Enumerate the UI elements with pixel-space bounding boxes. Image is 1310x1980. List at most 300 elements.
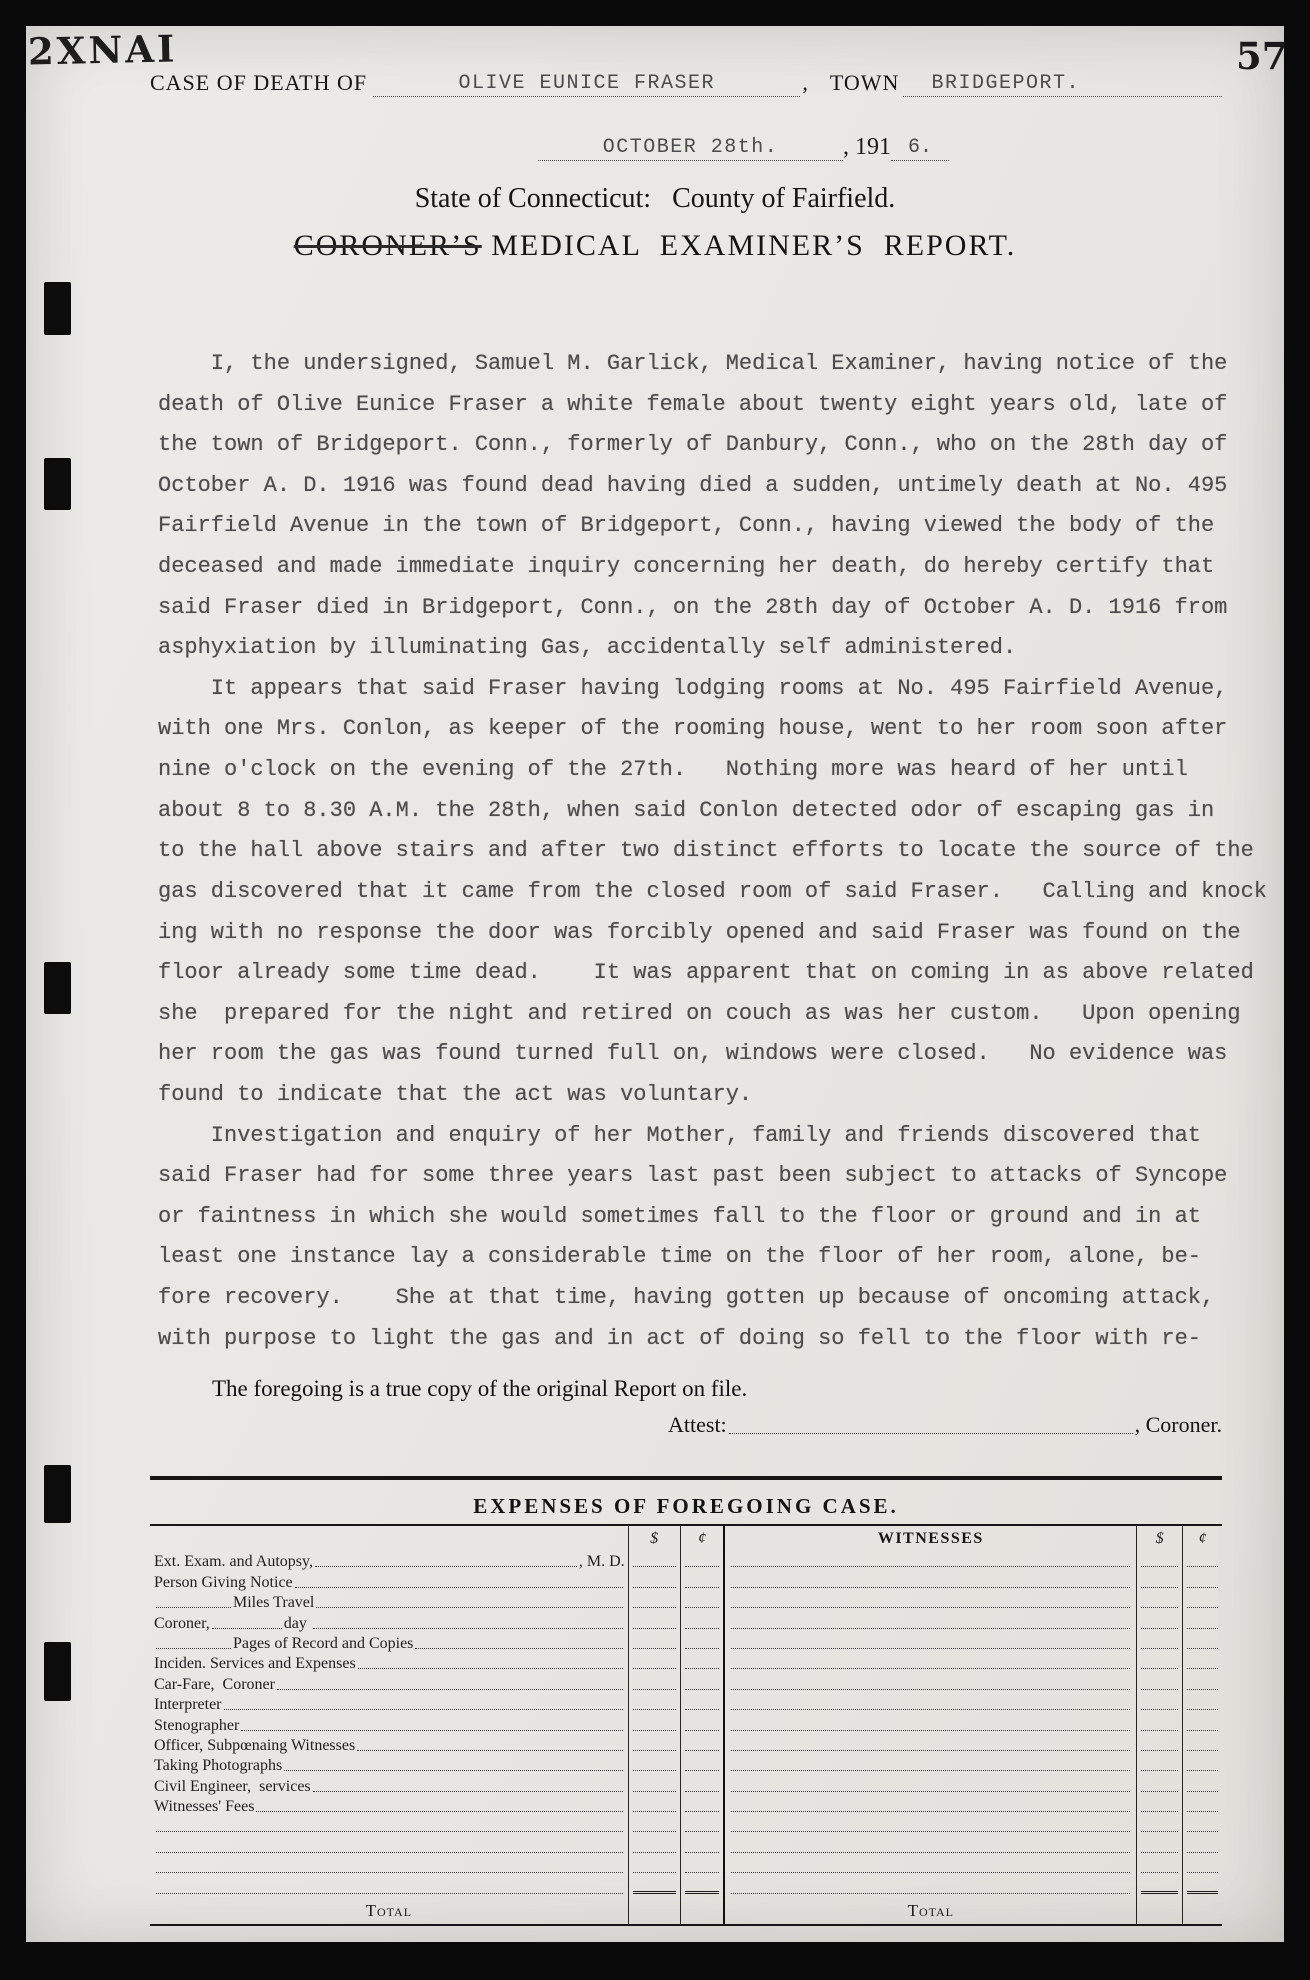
cent-cell: [681, 1592, 726, 1612]
expense-item-content: [150, 1796, 628, 1816]
amount-line: [685, 1811, 720, 1812]
witness-cell: [725, 1551, 1137, 1571]
expense-item-content: [150, 1633, 628, 1653]
cent-cell-right: [1183, 1775, 1222, 1795]
witness-line: [731, 1791, 1130, 1792]
dollar-cell: [629, 1633, 681, 1653]
dollar-column-header: $: [629, 1526, 681, 1551]
dollar-cell: [629, 1592, 681, 1612]
witness-cell: [725, 1836, 1137, 1856]
amount-line: [685, 1770, 720, 1771]
dollar-cell-right: [1137, 1857, 1183, 1877]
total-cent-cell: [681, 1898, 726, 1924]
amount-line: [685, 1648, 720, 1649]
amount-line: [633, 1831, 676, 1832]
typed-line: fore recovery. She at that time, having gotten up because of oncoming attack,: [158, 1285, 1215, 1311]
report-title-rest: MEDICAL EXAMINER’S REPORT.: [481, 229, 1017, 262]
amount-line: [1141, 1607, 1178, 1608]
witness-cell: [725, 1857, 1137, 1877]
expense-row: [150, 1673, 1222, 1693]
town-label: TOWN: [829, 70, 900, 95]
expense-row: [150, 1796, 1222, 1816]
dollar-cell: [629, 1673, 681, 1693]
expense-row: [150, 1592, 1222, 1612]
amount-line: [1141, 1831, 1178, 1832]
witness-cell: [725, 1571, 1137, 1591]
dollar-cell-right: [1137, 1673, 1183, 1693]
dollar-cell: [629, 1714, 681, 1734]
cent-cell: [681, 1816, 726, 1836]
binding-hole: [44, 1642, 71, 1701]
cent-cell: [681, 1694, 726, 1714]
amount-line: [685, 1852, 720, 1853]
expense-item-label: Interpreter: [154, 1696, 222, 1714]
dollar-cell: [629, 1653, 681, 1673]
witness-line: [731, 1709, 1130, 1710]
witness-cell: [725, 1775, 1137, 1795]
cent-cell: [681, 1877, 726, 1897]
typed-line: least one instance lay a considerable time on the floor of her room, alone, be-: [158, 1244, 1201, 1270]
dotted-leader: [316, 1607, 622, 1608]
expenses-header-row: [150, 1526, 1222, 1551]
amount-line: [633, 1587, 676, 1588]
amount-line: [685, 1831, 720, 1832]
expense-item-cell: [150, 1714, 629, 1734]
amount-line: [1187, 1648, 1218, 1649]
dotted-leader: [357, 1750, 622, 1751]
cent-cell-right: [1183, 1755, 1222, 1775]
typed-line: death of Olive Eunice Fraser a white female about twenty eight years old, late of: [158, 391, 1228, 417]
cent-cell-right: [1183, 1857, 1222, 1877]
expense-item-label: day: [283, 1614, 311, 1632]
amount-line: [685, 1668, 720, 1669]
typed-line: deceased and made immediate inquiry concerning her death, do hereby certify that: [158, 554, 1215, 580]
witness-cell: [725, 1612, 1137, 1632]
cent-cell: [681, 1755, 726, 1775]
expense-row: [150, 1775, 1222, 1795]
typed-line: Fairfield Avenue in the town of Bridgeport, Conn., having viewed the body of the: [158, 513, 1215, 539]
cent-cell-right: [1183, 1694, 1222, 1714]
cent-cell: [681, 1612, 726, 1632]
dollar-cell-right: [1137, 1836, 1183, 1856]
dollar-cell-right: [1137, 1551, 1183, 1571]
witness-cell: [725, 1673, 1137, 1693]
binding-hole: [44, 282, 71, 335]
expenses-table: [150, 1524, 1222, 1926]
expense-row: [150, 1612, 1222, 1632]
expense-item-cell: [150, 1612, 629, 1632]
amount-line: [1187, 1852, 1218, 1853]
item-column-header: [150, 1526, 629, 1551]
expense-item-cell: [150, 1775, 629, 1795]
amount-line: [633, 1811, 676, 1812]
witness-line: [731, 1811, 1130, 1812]
typed-line: found to indicate that the act was voluntary.: [158, 1081, 753, 1107]
case-header-line: [150, 70, 1222, 97]
typed-line: with one Mrs. Conlon, as keeper of the rooming house, went to her room soon after: [158, 716, 1228, 742]
binding-hole: [44, 1465, 71, 1523]
town-field: BRIDGEPORT.: [903, 72, 1222, 97]
cent-cell: [681, 1857, 726, 1877]
amount-line: [633, 1891, 676, 1894]
cent-cell: [681, 1735, 726, 1755]
cent-cell: [681, 1673, 726, 1693]
witness-cell: [725, 1877, 1137, 1897]
amount-line: [1187, 1709, 1218, 1710]
amount-line: [1141, 1750, 1178, 1751]
amount-line: [1141, 1730, 1178, 1731]
expense-item-cell: [150, 1571, 629, 1591]
amount-line: [1187, 1566, 1218, 1567]
expense-item-content: [150, 1836, 628, 1856]
expense-item-content: [150, 1571, 628, 1591]
typed-line: with purpose to light the gas and in act of doing so fell to the floor with re-: [158, 1325, 1201, 1351]
dotted-leader: [224, 1709, 623, 1710]
state-county-line: State of Connecticut: County of Fairfield.: [414, 183, 896, 214]
amount-line: [633, 1852, 676, 1853]
amount-line: [1187, 1689, 1218, 1690]
expense-item-cell: [150, 1673, 629, 1693]
cent-cell: [681, 1714, 726, 1734]
witness-line: [731, 1607, 1130, 1608]
amount-line: [1141, 1770, 1178, 1771]
amount-line: [1187, 1730, 1218, 1731]
expense-item-label: Pages of Record and Copies: [233, 1634, 414, 1652]
cent-cell: [681, 1571, 726, 1591]
amount-line: [1187, 1628, 1218, 1629]
dollar-cell-right: [1137, 1775, 1183, 1795]
amount-line: [685, 1891, 720, 1894]
typed-line: to the hall above stairs and after two distinct efforts to locate the source of the: [158, 838, 1254, 864]
cent-column-header-right: ¢: [1198, 1529, 1207, 1547]
dollar-cell: [629, 1612, 681, 1632]
expenses-table-title: EXPENSES OF FOREGOING CASE.: [473, 1494, 899, 1518]
expense-item-cell: [150, 1796, 629, 1816]
deceased-name-field: OLIVE EUNICE FRASER: [373, 72, 800, 97]
dotted-leader: [284, 1770, 622, 1771]
amount-line: [685, 1628, 720, 1629]
typed-line: or faintness in which she would sometimes fall to the floor or ground and in at: [158, 1203, 1201, 1229]
section-divider-rule: [150, 1476, 1222, 1480]
amount-line: [1187, 1872, 1218, 1873]
dollar-cell: [629, 1877, 681, 1897]
dotted-leader: [315, 1566, 577, 1567]
dotted-leader: [156, 1831, 623, 1832]
dollar-cell-right: [1137, 1571, 1183, 1591]
amount-line: [1187, 1891, 1218, 1894]
amount-line: [633, 1607, 676, 1608]
expense-row: [150, 1633, 1222, 1653]
dollar-cell-right: [1137, 1592, 1183, 1612]
dollar-cell-right: [1137, 1816, 1183, 1836]
expense-item-label: Ext. Exam. and Autopsy,: [154, 1553, 313, 1571]
expense-item-cell: [150, 1592, 629, 1612]
witness-line: [731, 1872, 1130, 1873]
cent-cell: [681, 1551, 726, 1571]
expense-row: [150, 1836, 1222, 1856]
witness-line: [731, 1566, 1130, 1567]
amount-line: [1141, 1891, 1178, 1894]
typed-line: nine o'clock on the evening of the 27th. Nothing more was heard of her until: [158, 757, 1188, 783]
dotted-leader: [277, 1689, 623, 1690]
witness-cell: [725, 1796, 1137, 1816]
amount-line: [685, 1587, 720, 1588]
expense-item-content: [150, 1714, 628, 1734]
dotted-leader: [313, 1628, 623, 1629]
expenses-total-row: [150, 1898, 1222, 1924]
amount-line: [685, 1872, 720, 1873]
cent-cell-right: [1183, 1714, 1222, 1734]
amount-line: [685, 1791, 720, 1792]
expense-item-cell: [150, 1694, 629, 1714]
date-line: [538, 134, 949, 161]
cent-cell: [681, 1796, 726, 1816]
expense-item-content: [150, 1755, 628, 1775]
dollar-cell-right: [1137, 1735, 1183, 1755]
amount-line: [1141, 1587, 1178, 1588]
dollar-cell-right: [1137, 1612, 1183, 1632]
case-of-death-label: CASE OF DEATH OF: [150, 70, 368, 95]
binding-hole: [44, 458, 71, 510]
dollar-cell: [629, 1735, 681, 1755]
expense-item-label: Coroner,: [154, 1614, 210, 1632]
witness-cell: [725, 1592, 1137, 1612]
comma-separator: ,: [802, 70, 808, 95]
expense-item-label: Officer, Subpœnaing Witnesses: [154, 1736, 356, 1754]
expense-item-cell: [150, 1633, 629, 1653]
year-field: 6.: [891, 136, 949, 161]
total-dollar-cell-right: [1137, 1898, 1183, 1924]
dollar-column-header-right: $: [1137, 1526, 1183, 1551]
binding-hole: [44, 962, 71, 1014]
expense-item-label: Stenographer: [154, 1716, 240, 1734]
expense-row: [150, 1857, 1222, 1877]
amount-line: [633, 1791, 676, 1792]
expense-row: [150, 1735, 1222, 1755]
dotted-leader: [212, 1628, 282, 1629]
amount-line: [633, 1872, 676, 1873]
amount-line: [1141, 1791, 1178, 1792]
amount-line: [1141, 1566, 1178, 1567]
expense-row: [150, 1551, 1222, 1571]
total-label-left: Total: [365, 1900, 413, 1920]
expense-item-content: [150, 1673, 628, 1693]
amount-line: [685, 1566, 720, 1567]
typed-line: about 8 to 8.30 A.M. the 28th, when said Conlon detected odor of escaping gas in: [158, 797, 1215, 823]
dotted-leader: [241, 1730, 622, 1731]
true-copy-statement: The foregoing is a true copy of the original Report on file.: [212, 1376, 748, 1401]
amount-line: [1187, 1668, 1218, 1669]
amount-line: [1187, 1831, 1218, 1832]
expense-item-cell: [150, 1877, 629, 1897]
witness-line: [731, 1628, 1130, 1629]
cent-column-header: ¢: [681, 1526, 726, 1551]
witness-line: [731, 1587, 1130, 1588]
amount-line: [633, 1566, 676, 1567]
dotted-leader: [156, 1648, 231, 1649]
amount-line: [1141, 1628, 1178, 1629]
dollar-cell: [629, 1816, 681, 1836]
witness-cell: [725, 1714, 1137, 1734]
typed-line: asphyxiation by illuminating Gas, accidentally self administered.: [158, 635, 1017, 661]
witness-line: [731, 1689, 1130, 1690]
amount-line: [633, 1709, 676, 1710]
attest-label: Attest:: [668, 1412, 727, 1437]
dotted-leader: [295, 1587, 623, 1588]
amount-line: [685, 1730, 720, 1731]
witness-cell: [725, 1653, 1137, 1673]
amount-line: [633, 1730, 676, 1731]
total-dollar-cell: [629, 1898, 681, 1924]
expense-item-cell: [150, 1551, 629, 1571]
expense-row: [150, 1571, 1222, 1591]
expense-item-content: [150, 1592, 628, 1612]
amount-line: [685, 1607, 720, 1608]
amount-line: [1187, 1587, 1218, 1588]
expense-item-cell: [150, 1755, 629, 1775]
typed-line: her room the gas was found turned full on, windows were closed. No evidence was: [158, 1041, 1228, 1067]
expenses-rows: [150, 1551, 1222, 1898]
witness-cell: [725, 1735, 1137, 1755]
expense-item-content: [150, 1551, 628, 1571]
dotted-leader: [156, 1893, 623, 1894]
expense-item-content: [150, 1816, 628, 1836]
expense-row: [150, 1816, 1222, 1836]
cent-cell-right: [1183, 1735, 1222, 1755]
amount-line: [1141, 1689, 1178, 1690]
cent-cell-right: [1183, 1612, 1222, 1632]
date-field: OCTOBER 28th.: [538, 136, 843, 161]
total-cent-cell-right: [1183, 1898, 1222, 1924]
cent-cell-right: [1183, 1592, 1222, 1612]
coroner-suffix: , Coroner.: [1134, 1412, 1222, 1437]
dollar-cell: [629, 1694, 681, 1714]
cent-cell: [681, 1775, 726, 1795]
expense-item-cell: [150, 1653, 629, 1673]
witness-line: [731, 1831, 1130, 1832]
amount-line: [633, 1689, 676, 1690]
cent-cell: [681, 1653, 726, 1673]
expense-item-label: Inciden. Services and Expenses: [154, 1655, 356, 1673]
typed-line: floor already some time dead. It was apparent that on coming in as above related: [158, 960, 1254, 986]
expense-item-label: Civil Engineer, services: [154, 1777, 311, 1795]
cent-cell-right: [1183, 1653, 1222, 1673]
expense-item-content: [150, 1612, 628, 1632]
expense-item-label: Witnesses' Fees: [154, 1798, 255, 1816]
amount-line: [1141, 1811, 1178, 1812]
page-number: 57: [1236, 34, 1288, 78]
witness-line: [731, 1668, 1130, 1669]
typed-line: she prepared for the night and retired on couch as was her custom. Upon opening: [158, 1000, 1241, 1026]
dollar-cell: [629, 1775, 681, 1795]
typed-line: gas discovered that it came from the closed room of said Fraser. Calling and knock: [158, 878, 1267, 904]
amount-line: [1187, 1791, 1218, 1792]
dotted-leader: [156, 1872, 623, 1873]
expense-item-cell: [150, 1836, 629, 1856]
reel-stamp: 2XNAI: [27, 26, 178, 74]
expense-row: [150, 1877, 1222, 1897]
typed-line: the town of Bridgeport. Conn., formerly of Danbury, Conn., who on the 28th day of: [158, 432, 1228, 458]
typed-line: It appears that said Fraser having lodging rooms at No. 495 Fairfield Avenue,: [158, 675, 1228, 701]
dollar-cell-right: [1137, 1714, 1183, 1734]
dollar-cell-right: [1137, 1796, 1183, 1816]
dollar-cell-right: [1137, 1694, 1183, 1714]
witness-line: [731, 1893, 1130, 1894]
dollar-cell-right: [1137, 1633, 1183, 1653]
amount-line: [633, 1648, 676, 1649]
expense-item-label: Person Giving Notice: [154, 1573, 293, 1591]
amount-line: [685, 1689, 720, 1690]
amount-line: [1141, 1872, 1178, 1873]
amount-line: [633, 1770, 676, 1771]
expense-item-content: [150, 1877, 628, 1897]
amount-line: [633, 1668, 676, 1669]
expense-item-content: [150, 1775, 628, 1795]
amount-line: [1187, 1811, 1218, 1812]
dollar-cell: [629, 1796, 681, 1816]
witness-line: [731, 1730, 1130, 1731]
dollar-cell-right: [1137, 1877, 1183, 1897]
report-title: [0, 229, 1310, 263]
attest-line: [668, 1412, 1222, 1438]
typed-line: October A. D. 1916 was found dead having died a sudden, untimely death at No. 495: [158, 472, 1228, 498]
typed-line: Investigation and enquiry of her Mother, family and friends discovered that: [158, 1122, 1201, 1148]
dollar-cell-right: [1137, 1755, 1183, 1775]
cent-cell-right: [1183, 1816, 1222, 1836]
witness-line: [731, 1852, 1130, 1853]
amount-line: [1141, 1709, 1178, 1710]
dollar-cell: [629, 1857, 681, 1877]
witness-cell: [725, 1755, 1137, 1775]
amount-line: [1141, 1668, 1178, 1669]
amount-line: [633, 1628, 676, 1629]
typed-line: I, the undersigned, Samuel M. Garlick, Medical Examiner, having notice of the: [158, 351, 1228, 376]
expense-item-cell: [150, 1857, 629, 1877]
witness-cell: [725, 1633, 1137, 1653]
witness-line: [731, 1750, 1130, 1751]
dotted-leader: [313, 1791, 623, 1792]
expense-item-label: , M. D.: [578, 1553, 625, 1571]
amount-line: [1141, 1648, 1178, 1649]
dollar-cell: [629, 1571, 681, 1591]
expense-row: [150, 1755, 1222, 1775]
typed-report-body: [158, 351, 1283, 1366]
dotted-leader: [156, 1607, 231, 1608]
dollar-cell-right: [1137, 1653, 1183, 1673]
expense-row: [150, 1694, 1222, 1714]
witness-line: [731, 1648, 1130, 1649]
cent-cell-right: [1183, 1877, 1222, 1897]
witness-line: [731, 1770, 1130, 1771]
struck-coroners-word: CORONER’S: [293, 229, 482, 262]
typed-line: ing with no response the door was forcibly opened and said Fraser was found on the: [158, 919, 1241, 945]
cent-cell-right: [1183, 1633, 1222, 1653]
typed-line: said Fraser died in Bridgeport, Conn., on the 28th day of October A. D. 1916 from: [158, 594, 1228, 620]
total-label-right: Total: [907, 1900, 955, 1920]
cent-cell: [681, 1836, 726, 1856]
expense-item-label: Miles Travel: [233, 1594, 315, 1612]
cent-cell-right: [1183, 1551, 1222, 1571]
amount-line: [685, 1709, 720, 1710]
expense-item-content: [150, 1735, 628, 1755]
amount-line: [1187, 1607, 1218, 1608]
year-printed-prefix: , 191: [843, 134, 891, 160]
dollar-cell: [629, 1755, 681, 1775]
attest-signature-line: [729, 1433, 1133, 1434]
expense-item-cell: [150, 1735, 629, 1755]
cent-cell-right: [1183, 1836, 1222, 1856]
dotted-leader: [358, 1668, 623, 1669]
